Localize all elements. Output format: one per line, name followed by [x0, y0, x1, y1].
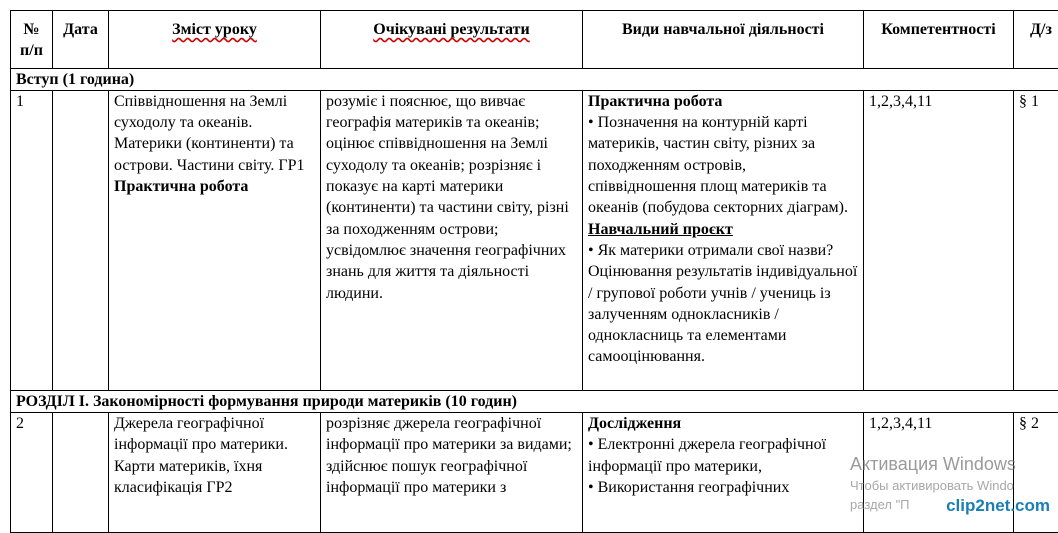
- header-competencies: Компетентності: [864, 11, 1014, 69]
- row-competencies: 1,2,3,4,11: [864, 90, 1014, 390]
- watermark-line-1: Чтобы активировать Windo: [850, 476, 1048, 495]
- topic-bold: Практична робота: [114, 176, 315, 197]
- activity-text: • Електронні джерела географічної інформації про материки,: [588, 434, 858, 477]
- header-topic: Зміст уроку: [109, 11, 321, 69]
- header-activities: Види навчальної діяльності: [583, 11, 864, 69]
- row-competencies: 1,2,3,4,11: [864, 413, 1014, 533]
- logo-text: clip2net.com: [946, 496, 1050, 515]
- row-date: [53, 413, 109, 533]
- row-activities: [583, 413, 864, 533]
- watermark-title: Активация Windows: [850, 452, 1048, 476]
- table-row: [11, 90, 1058, 390]
- section-row: [11, 68, 1058, 90]
- row-date: [53, 90, 109, 390]
- row-topic: [109, 413, 321, 533]
- header-results: Очікувані результати: [321, 11, 583, 69]
- row-homework: § 2: [1014, 413, 1058, 533]
- topic-text: Джерела географічної інформації про материки. Карти материків, їхня класифікація ГР2: [114, 413, 315, 498]
- row-results: розрізняє джерела географічної інформації про материки за видами; здійснює пошук географічної інформації про материки з: [321, 413, 583, 533]
- row-num: 1: [11, 90, 53, 390]
- header-date: Дата: [53, 11, 109, 69]
- clip2net-logo: [946, 496, 1050, 516]
- row-results: розуміє і пояснює, що вивчає географія материків та океанів; оцінює співвідношення на Землі суходолу та океанів; розрізняє і показує на карті материки (континенти) та частини світу, різні за походженням острови; усвідомлює значення географічних знань для життя та діяльності людини.: [321, 90, 583, 390]
- activity-title: Практична робота: [588, 91, 858, 112]
- row-activities: [583, 90, 864, 390]
- activity-text-2: • Використання географічних: [588, 477, 858, 498]
- watermark-line-2: раздел "П: [850, 495, 1048, 514]
- header-row: [11, 11, 1058, 69]
- activity-text-project: • Як материки отримали свої назви? Оцінювання результатів індивідуальної / групової роботи учнів / учениць із залученням однокласників / однокласниць та елементами самооцінювання.: [588, 240, 858, 368]
- section-row: [11, 390, 1058, 412]
- activity-title-project: Навчальний проєкт: [588, 219, 858, 240]
- row-num: 2: [11, 413, 53, 533]
- row-homework: § 1: [1014, 90, 1058, 390]
- activity-text: • Позначення на контурній карті материків, частин світу, різних за походженням островів, співвідношення площ материків та океанів (побудова секторних діаграм).: [588, 112, 858, 218]
- header-homework: Д/з: [1014, 11, 1058, 69]
- header-num: № п/п: [11, 11, 53, 69]
- row-topic: [109, 90, 321, 390]
- topic-text: Співвідношення на Землі суходолу та океанів. Материки (континенти) та острови. Частини світу. ГР1: [114, 91, 315, 176]
- section-title: Вступ (1 година): [11, 68, 1058, 90]
- activity-title: Дослідження: [588, 413, 858, 434]
- section-title: РОЗДІЛ І. Закономірності формування природи материків (10 годин): [11, 390, 1058, 412]
